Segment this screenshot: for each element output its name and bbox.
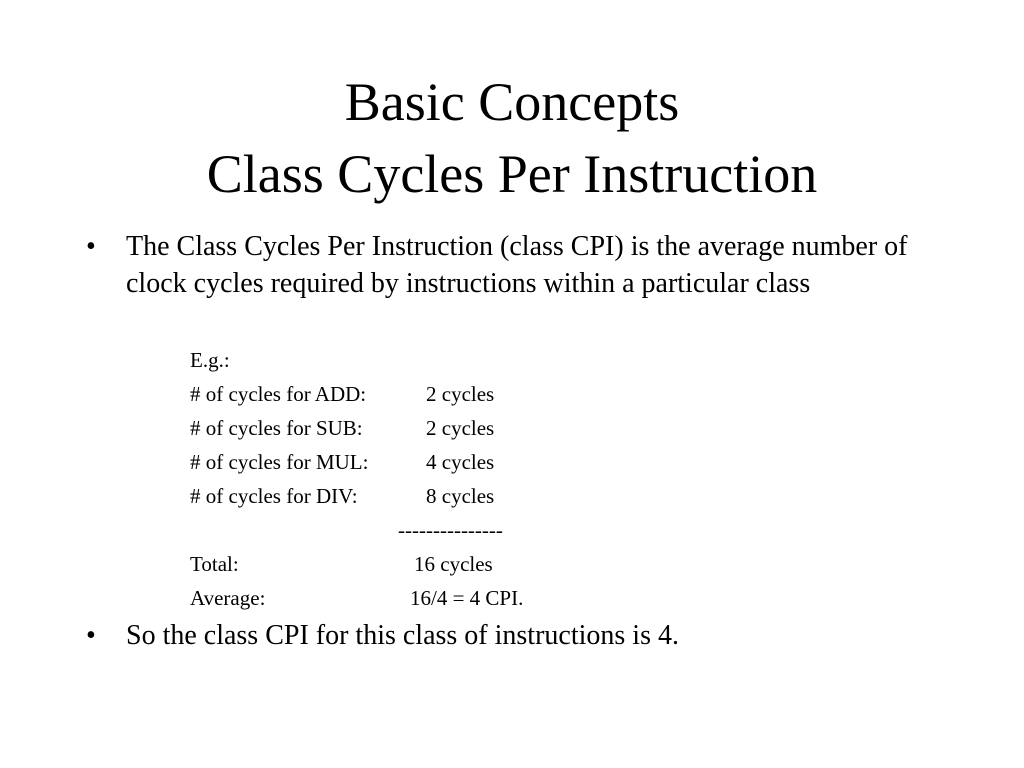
title-line-1: Basic Concepts [344,72,680,132]
example-block [190,343,790,615]
example-row-label: # of cycles for ADD: [190,382,367,406]
example-row-value: 2 cycles [426,416,495,440]
bullet-marker: • [86,620,96,651]
example-heading-row [190,343,790,377]
example-row-label: # of cycles for MUL: [190,450,369,474]
example-row-value: 4 cycles [426,450,495,474]
example-separator-row [190,513,790,547]
example-row-sub [190,411,790,445]
bullet-definition [86,228,956,302]
example-row-value: 2 cycles [426,382,495,406]
example-heading: E.g.: [190,348,230,372]
example-average-row [190,581,790,615]
example-average-label: Average: [190,586,266,610]
example-total-value: 16 cycles [414,552,493,576]
bullet-marker: • [86,231,96,262]
example-row-label: # of cycles for DIV: [190,484,358,508]
bullet-conclusion [86,617,956,654]
example-row-value: 8 cycles [426,484,495,508]
example-row-div [190,479,790,513]
example-average-value: 16/4 = 4 CPI. [410,586,524,610]
bullet-text: So the class CPI for this class of instructions is 4. [126,620,679,651]
example-row-mul [190,445,790,479]
example-total-row [190,547,790,581]
example-row-add [190,377,790,411]
bullet-text: The Class Cycles Per Instruction (class CPI) is the average number of clock cycles required by instructions within a particular class [126,231,908,299]
example-row-label: # of cycles for SUB: [190,416,363,440]
title-line-2: Class Cycles Per Instruction [206,144,818,204]
example-separator: --------------- [398,518,503,542]
slide-title [0,66,1024,210]
example-total-label: Total: [190,552,239,576]
